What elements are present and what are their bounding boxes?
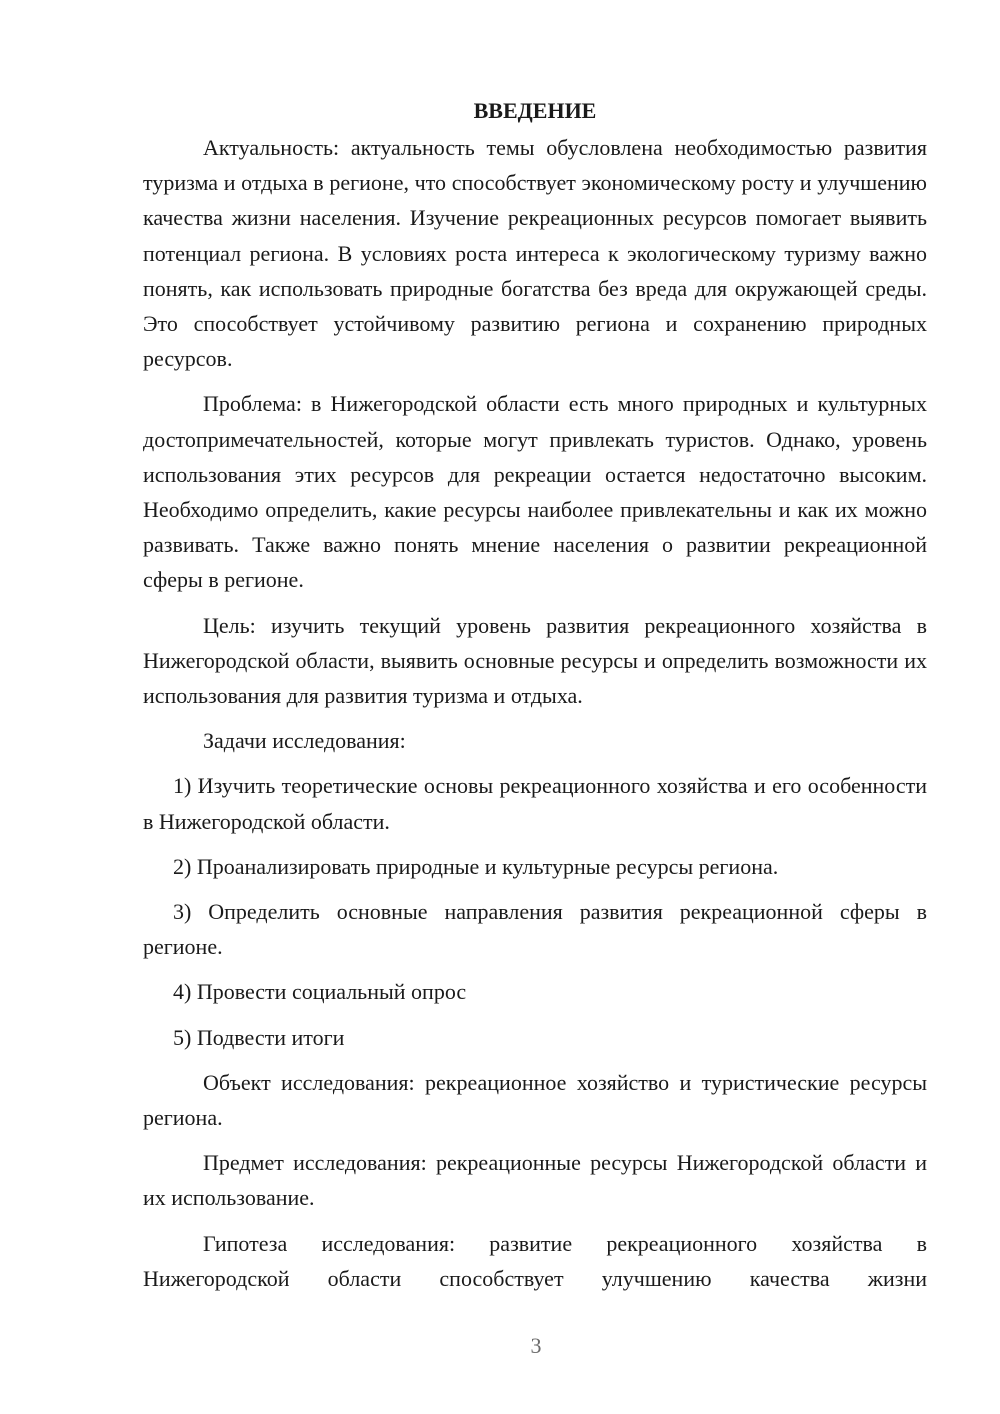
hypothesis-paragraph: Гипотеза исследования: развитие рекреационного хозяйства в Нижегородской области способствует улучшению качества жизни [143,1230,927,1291]
page-number: 3 [530,1333,542,1358]
task-item-5: 5) Подвести итоги [173,1024,345,1050]
task-item-4: 4) Провести социальный опрос [173,979,467,1005]
problem-paragraph: Проблема: в Нижегородской области есть много природных и культурных достопримечательностей, которые могут привлекать туристов. Однако, уровень использования этих ресурсов для рекреации остается недостаточно высоким. Необходимо определить, какие ресурсы наиболее привлекательны и как их можно развивать. Также важно понять мнение населения о развитии рекреационной сферы в регионе. [143,391,927,593]
tasks-heading: Задачи исследования: [203,728,406,754]
task-item-2: 2) Проанализировать природные и культурные ресурсы региона. [173,853,779,879]
page-content [143,93,927,1306]
task-item-1: 1) Изучить теоретические основы рекреационного хозяйства и его особенности в Нижегородской области. [143,773,927,834]
task-item-3: 3) Определить основные направления развития рекреационной сферы в регионе. [143,899,927,960]
section-heading: ВВЕДЕНИЕ [473,98,597,123]
subject-paragraph: Предмет исследования: рекреационные ресурсы Нижегородской области и их использование. [143,1150,927,1211]
goal-paragraph: Цель: изучить текущий уровень развития рекреационного хозяйства в Нижегородской области, выявить основные ресурсы и определить возможности их использования для развития туризма и отдыха. [143,612,927,709]
object-paragraph: Объект исследования: рекреационное хозяйство и туристические ресурсы региона. [143,1069,927,1131]
relevance-paragraph: Актуальность: актуальность темы обусловлена необходимостью развития туризма и отдыха в регионе, что способствует экономическому росту и улучшению качества жизни населения. Изучение рекреационных ресурсов помогает выявить потенциал региона. В условиях роста интереса к экологическому туризму важно понять, как использовать природные богатства без вреда для окружающей среды. Это способствует устойчивому развитию региона и сохранению природных ресурсов. [143,135,927,372]
